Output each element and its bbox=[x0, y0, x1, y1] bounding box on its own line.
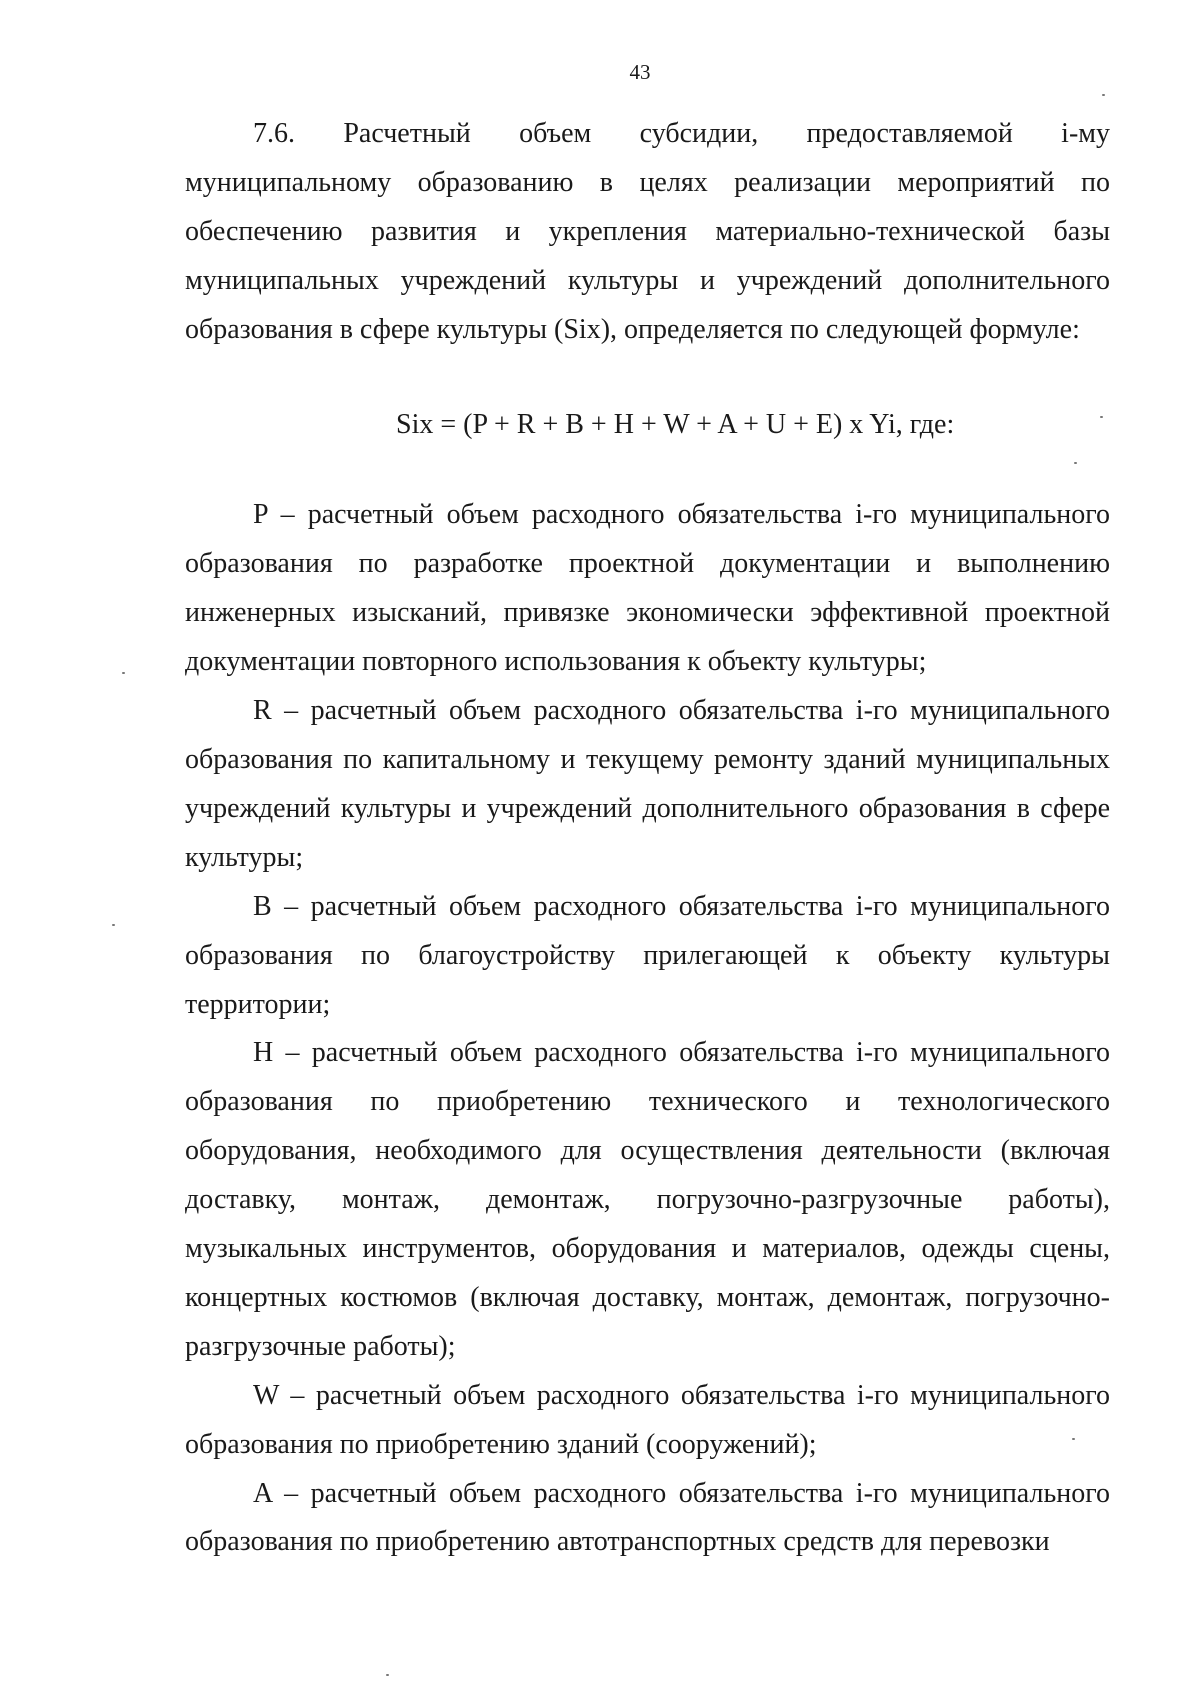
definition-h bbox=[185, 1029, 1110, 1371]
definition-symbol: P bbox=[253, 499, 268, 531]
definition-text: – расчетный объем расходного обязательства i-го муниципального образования по приобретению зданий (сооружений); bbox=[185, 1379, 1110, 1460]
definition-text: – расчетный объем расходного обязательства i-го муниципального образования по капитальному и текущему ремонту зданий муниципальных учреждений культуры и учреждений дополнительного образования в сфере культуры; bbox=[185, 695, 1110, 873]
definition-text: – расчетный объем расходного обязательства i-го муниципального образования по приобретению автотранспортных средств для перевозки bbox=[185, 1477, 1110, 1558]
intro-paragraph: 7.6. Расчетный объем субсидии, предоставляемой i-му муниципальному образованию в целях реализации мероприятий по обеспечению развития и укрепления материально-технической базы муниципальных учреждений культуры и учреждений дополнительного образования в сфере культуры (Six), определяется по следующей формуле: bbox=[185, 118, 1110, 345]
definition-symbol: R bbox=[253, 695, 272, 727]
definition-symbol: A bbox=[253, 1477, 272, 1509]
definition-b bbox=[185, 883, 1110, 1030]
definition-a bbox=[185, 1470, 1110, 1568]
definition-symbol: H bbox=[253, 1037, 274, 1069]
definition-symbol: W bbox=[253, 1379, 279, 1411]
scan-speck bbox=[1100, 416, 1103, 418]
definition-symbol: B bbox=[253, 890, 272, 922]
definition-r bbox=[185, 687, 1110, 883]
scan-speck bbox=[1072, 1438, 1075, 1440]
page-number: 43 bbox=[629, 60, 651, 84]
scan-speck bbox=[112, 924, 115, 926]
scan-speck bbox=[386, 1674, 389, 1676]
formula-line: Six = (P + R + B + H + W + A + U + E) x Yi, где: bbox=[396, 408, 955, 440]
definition-text: – расчетный объем расходного обязательства i-го муниципального образования по приобретению технического и технологического оборудования, необходимого для осуществления деятельности (включая доставку, монтаж, демонтаж, погрузочно-разгрузочные работы), музыкальных инструментов, оборудования и материалов, одежды сцены, концертных костюмов (включая доставку, монтаж, демонтаж, погрузочно-разгрузочные работы); bbox=[185, 1037, 1110, 1362]
scan-speck bbox=[1102, 94, 1105, 96]
scan-speck bbox=[122, 672, 125, 674]
scan-speck bbox=[1074, 462, 1077, 464]
definition-text: – расчетный объем расходного обязательства i-го муниципального образования по благоустройству прилегающей к объекту культуры территории; bbox=[185, 890, 1110, 1020]
definition-text: – расчетный объем расходного обязательства i-го муниципального образования по разработке проектной документации и выполнению инженерных изысканий, привязке экономически эффективной проектной документации повторного использования к объекту культуры; bbox=[185, 499, 1110, 678]
definition-p bbox=[185, 491, 1110, 687]
definition-w bbox=[185, 1372, 1110, 1470]
page-body bbox=[185, 110, 1110, 1567]
